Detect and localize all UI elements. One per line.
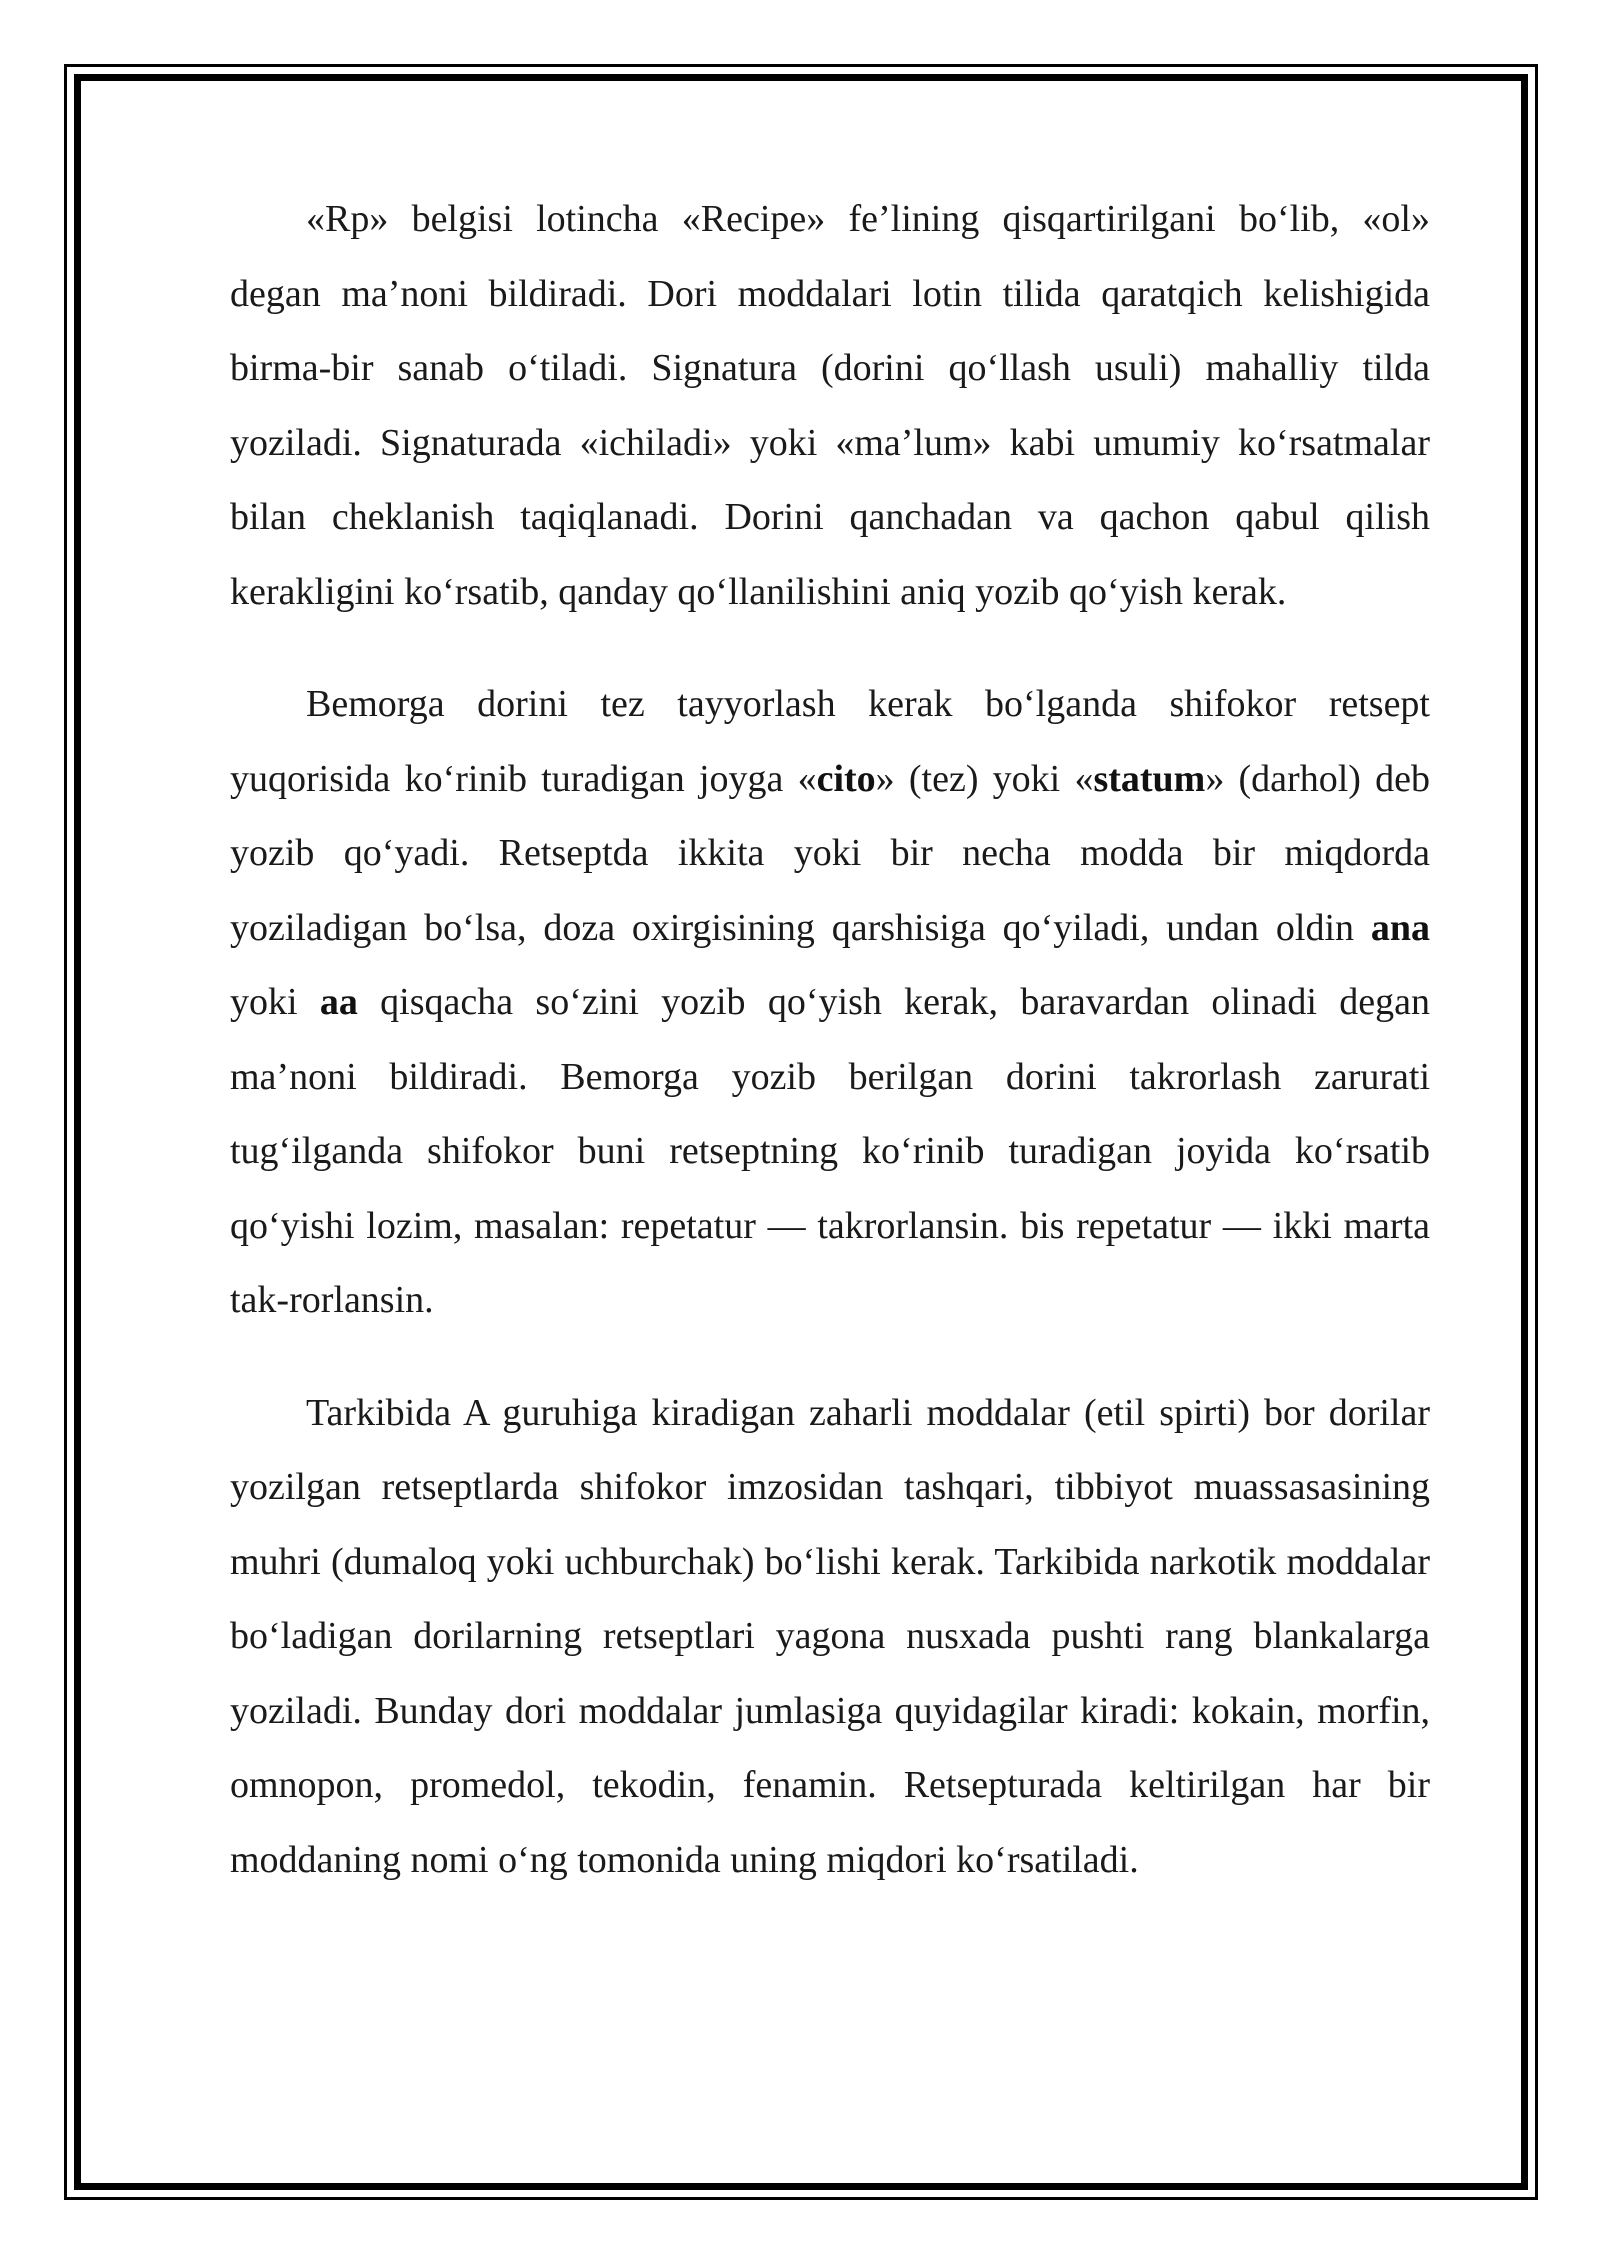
paragraph-3 xyxy=(230,1376,1430,1898)
paragraph-2-text-i: qisqacha so‘zini yozib qo‘yish kerak, baravardan olinadi degan ma’noni bildiradi. Bemorga yozib berilgan dorini takrorlash zarurati tug‘ilganda shifokor buni retseptning ko‘rinib turadigan joyida ko‘rsatib qo‘yishi lozim, masalan: repetatur — takrorlansin. bis repetatur — ikki marta tak-rorlansin. xyxy=(230,981,1430,1321)
paragraph-2-text-g: yoki xyxy=(230,981,320,1023)
paragraph-3-text: Tarkibida A guruhiga kiradigan zaharli moddalar (etil spirti) bor dorilar yozilgan retseptlarda shifokor imzosidan tashqari, tibbiyot muassasasining muhri (dumaloq yoki uchburchak) bo‘lishi kerak. Tarkibida narkotik moddalar bo‘ladigan dorilarning retseptlari yagona nusxada pushti rang blankalarga yoziladi. Bunday dori moddalar jumlasiga quyidagilar kiradi: kokain, morfin, omnopon, promedol, tekodin, fenamin. Retsepturada keltirilgan har bir moddaning nomi o‘ng tomonida uning miqdori ko‘rsatiladi. xyxy=(230,1391,1430,1881)
paragraph-1-text: «Rp» belgisi lotincha «Recipe» fe’lining qisqartirilgani bo‘lib, «ol» degan ma’noni bildiradi. Dori moddalari lotin tilida qaratqich kelishigida birma-bir sanab o‘tiladi. Signatura (dorini qo‘llash usuli) mahalliy tilda yoziladi. Signaturada «ichiladi» yoki «ma’lum» kabi umumiy ko‘rsatmalar bilan cheklanish taqiqlanadi. Dorini qanchadan va qachon qabul qilish kerakligini ko‘rsatib, qanday qo‘llanilishini aniq yozib qo‘yish kerak. xyxy=(230,198,1430,613)
paragraph-2-text-c: » (tez) yoki « xyxy=(875,757,1094,800)
term-ana: ana xyxy=(1370,906,1430,949)
paragraph-2-text-a: Bemorga dorini tez tayyorlash kerak bo‘lganda shifokor retsept yuqorisida ko‘rinib turadigan joyga « xyxy=(230,683,1430,800)
term-cito: cito xyxy=(816,757,876,800)
document-body xyxy=(230,182,1430,1897)
paragraph-2 xyxy=(230,667,1430,1338)
paragraph-2-text-e: » (darhol) deb yozib qo‘yadi. Retseptda ikkita yoki bir necha modda bir miqdorda yoziladigan bo‘lsa, doza oxirgisining qarshisiga qo‘yiladi, undan oldin xyxy=(230,757,1430,949)
term-aa: aa xyxy=(319,981,358,1023)
paragraph-1 xyxy=(230,182,1430,629)
term-statum: statum xyxy=(1093,757,1206,800)
